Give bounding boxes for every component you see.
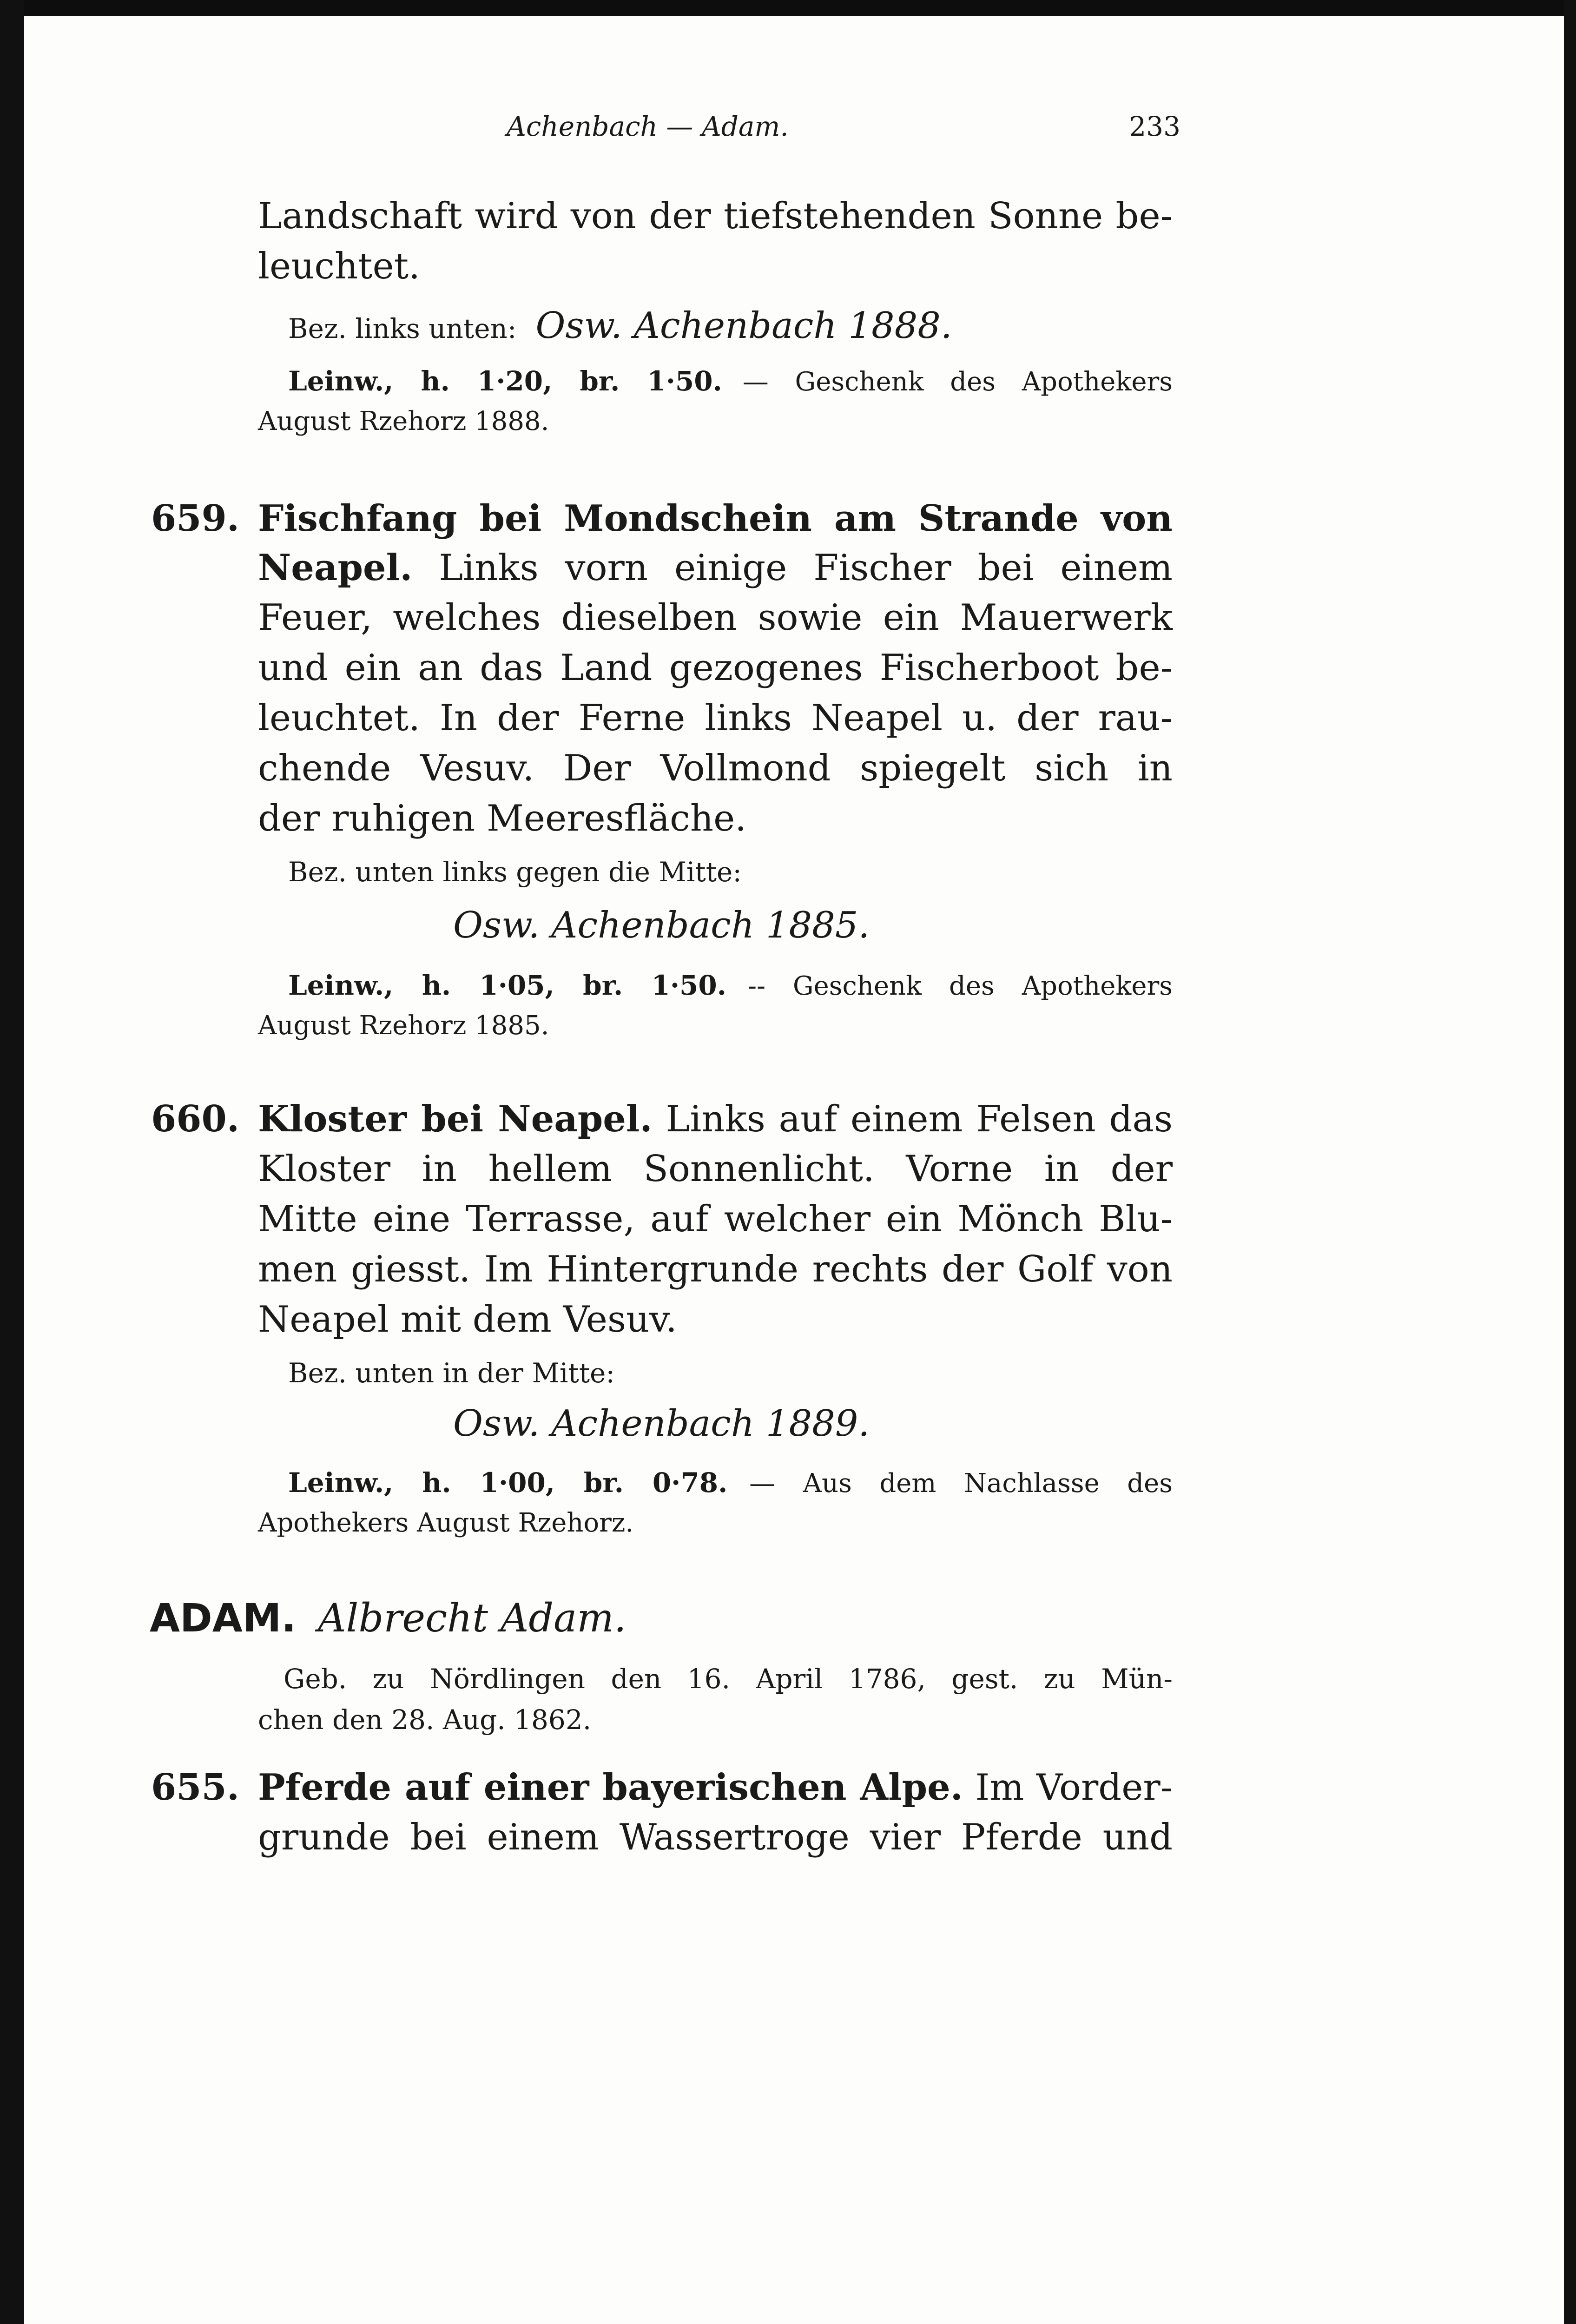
entry-text-line: chende Vesuv. Der Vollmond spiegelt sich in [258,747,1173,789]
entry-number: 659. [151,497,239,540]
entry-text: Links vorn einige Fischer bei einem [439,547,1173,589]
continuation-signature-line [288,305,1203,347]
entry-text-line: grunde bei einem Wassertroge vier Pferde und [258,1816,1173,1858]
provenance: -- Geschenk des Apothekers [748,971,1173,1001]
entry-title-line: Fischfang bei Mondschein am Strande von [258,497,1173,540]
scan-border-left [0,0,24,2324]
entry-number: 655. [151,1766,239,1809]
signature-label: Bez. unten links gegen die Mitte: [288,856,742,888]
entry-text-line: Feuer, welches dieselben sowie ein Mauerwerk [258,597,1173,639]
page-number: 233 [1129,111,1180,142]
scan-border-top [0,0,1576,16]
entry-text-line: Neapel mit dem Vesuv. [258,1299,677,1340]
entry-text: Im Vorder- [975,1767,1173,1809]
continuation-meta-line-1 [288,365,1173,397]
entry-title: Pferde auf einer bayerischen Alpe. [258,1766,963,1809]
entry-title: Kloster bei Neapel. [258,1098,653,1140]
entry-text-line: der ruhigen Meeresfläche. [258,798,747,839]
canvas-dimensions: Leinw., h. 1·05, br. 1·50. [288,970,726,1001]
entry-title-end: Neapel. [258,547,413,589]
continuation-meta-line-2: August Rzehorz 1888. [258,406,549,436]
scan-border-right [1564,0,1576,2324]
signature: Osw. Achenbach 1888. [535,305,952,347]
entry-meta-line-1 [288,970,1173,1001]
canvas-dimensions: Leinw., h. 1·00, br. 0·78. [288,1467,728,1499]
entry-meta-line-1 [288,1467,1173,1499]
continuation-line-1: Landschaft wird von der tiefstehenden Sonne be- [258,195,1173,237]
entry-text-line: Kloster in hellem Sonnenlicht. Vorne in der [258,1148,1173,1190]
signature-label: Bez. unten in der Mitte: [288,1357,615,1389]
entry-meta-line-2: August Rzehorz 1885. [258,1010,549,1041]
entry-title-line [258,1766,1173,1809]
entry-number: 660. [151,1098,239,1140]
signature: Osw. Achenbach 1885. [453,905,870,946]
signature: Osw. Achenbach 1889. [453,1403,870,1445]
artist-surname: ADAM. [150,1595,297,1641]
entry-title-line [258,1098,1173,1140]
signature-label: Bez. links unten: [288,313,517,344]
entry-text-line: und ein an das Land gezogenes Fischerboot be- [258,647,1173,689]
artist-bio-line-2: chen den 28. Aug. 1862. [258,1704,592,1736]
artist-heading [150,1595,626,1641]
entry-meta-line-2: Apothekers August Rzehorz. [258,1508,634,1538]
artist-bio-line-1: Geb. zu Nördlingen den 16. April 1786, gest. zu Mün- [284,1663,1173,1695]
running-header [465,111,1180,152]
entry-text-line: Mitte eine Terrasse, auf welcher ein Mönch Blu- [258,1198,1173,1240]
canvas-dimensions: Leinw., h. 1·20, br. 1·50. [288,365,722,397]
entry-text: Links auf einem Felsen das [666,1098,1173,1140]
provenance: — Geschenk des Apothekers [742,367,1173,397]
running-title: Achenbach — Adam. [507,111,789,142]
entry-text-line: men giesst. Im Hintergrunde rechts der Golf von [258,1248,1173,1290]
entry-text-line [258,547,1173,589]
continuation-line-2: leuchtet. [258,245,420,287]
provenance: — Aus dem Nachlasse des [749,1468,1173,1499]
entry-text-line: leuchtet. In der Ferne links Neapel u. der rau- [258,697,1173,739]
artist-full-name: Albrecht Adam. [317,1595,626,1641]
